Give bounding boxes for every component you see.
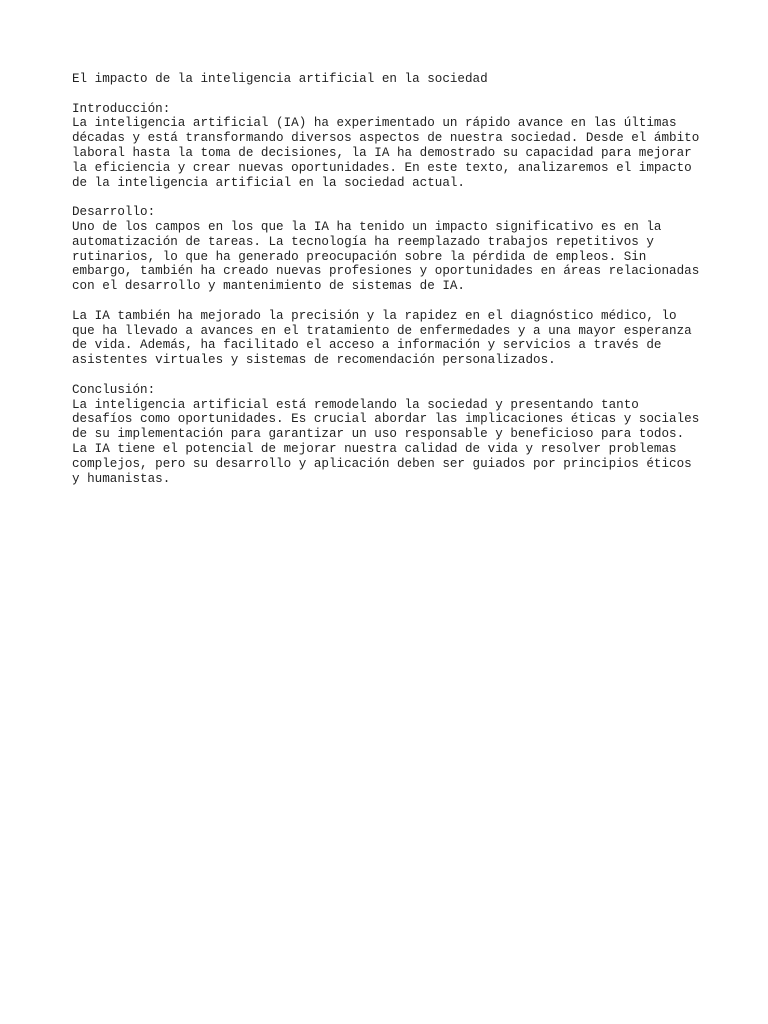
section-introduccion <box>72 102 712 191</box>
section-heading: Desarrollo: <box>72 205 156 220</box>
paragraph-line: La inteligencia artificial (IA) ha experimentado un rápido avance en las últimas <box>72 116 677 131</box>
paragraph-line: asistentes virtuales y sistemas de recomendación personalizados. <box>72 353 556 368</box>
paragraph-line: rutinarios, lo que ha generado preocupación sobre la pérdida de empleos. Sin <box>72 249 647 264</box>
paragraph-line: que ha llevado a avances en el tratamiento de enfermedades y a una mayor esperanza <box>72 323 692 338</box>
paragraph-line: de vida. Además, ha facilitado el acceso a información y servicios a través de <box>72 338 662 353</box>
document-page <box>72 72 712 501</box>
paragraph-line: de la inteligencia artificial en la sociedad actual. <box>72 175 465 190</box>
paragraph-line: La inteligencia artificial está remodelando la sociedad y presentando tanto <box>72 397 639 412</box>
paragraph-line: de su implementación para garantizar un uso responsable y beneficioso para todos. <box>72 427 685 442</box>
paragraph-line: La IA tiene el potencial de mejorar nuestra calidad de vida y resolver problemas <box>72 441 677 456</box>
section-heading: Introducción: <box>72 101 171 116</box>
section-desarrollo-continued <box>72 309 712 368</box>
document-title: El impacto de la inteligencia artificial en la sociedad <box>72 72 488 86</box>
paragraph-line: complejos, pero su desarrollo y aplicación deben ser guiados por principios éticos <box>72 456 692 471</box>
paragraph-line: laboral hasta la toma de decisiones, la IA ha demostrado su capacidad para mejorar <box>72 145 692 160</box>
paragraph-line: desafíos como oportunidades. Es crucial abordar las implicaciones éticas y sociales <box>72 412 700 427</box>
section-heading: Conclusión: <box>72 382 156 397</box>
paragraph-line: Uno de los campos en los que la IA ha tenido un impacto significativo es en la <box>72 219 662 234</box>
paragraph-line: embargo, también ha creado nuevas profesiones y oportunidades en áreas relacionadas <box>72 264 700 279</box>
paragraph-line: con el desarrollo y mantenimiento de sistemas de IA. <box>72 279 465 294</box>
section-conclusion <box>72 383 712 487</box>
paragraph-line: la eficiencia y crear nuevas oportunidades. En este texto, analizaremos el impacto <box>72 160 692 175</box>
section-desarrollo <box>72 205 712 294</box>
paragraph-line: La IA también ha mejorado la precisión y la rapidez en el diagnóstico médico, lo <box>72 308 677 323</box>
paragraph-line: automatización de tareas. La tecnología ha reemplazado trabajos repetitivos y <box>72 234 654 249</box>
paragraph-line: décadas y está transformando diversos aspectos de nuestra sociedad. Desde el ámbito <box>72 131 700 146</box>
paragraph-line: y humanistas. <box>72 471 171 486</box>
